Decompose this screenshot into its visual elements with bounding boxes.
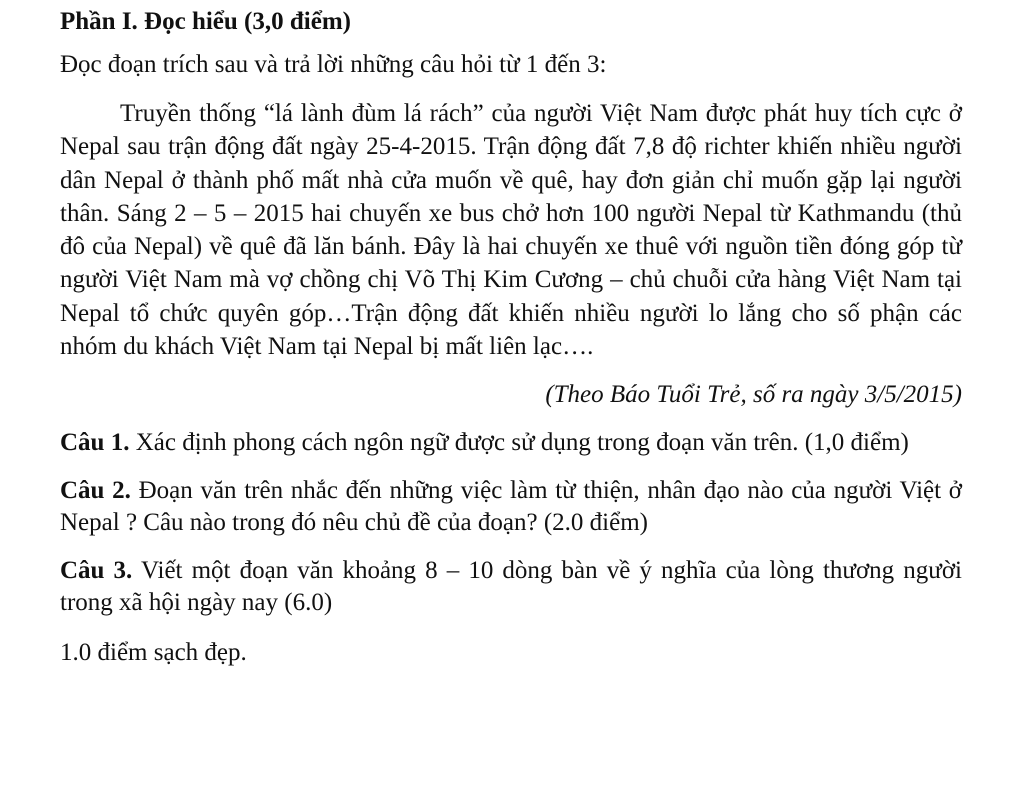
question-2-label: Câu 2. (60, 477, 131, 505)
passage-text: Truyền thống “lá lành đùm lá rách” của người Việt Nam được phát huy tích cực ở Nepal sau trận động đất ngày 25-4-2015. Trận động đất 7,8 độ richter khiến nhiều người dân Nepal ở thành phố mất nhà cửa muốn về quê, hay đơn giản chỉ muốn gặp lại người thân. Sáng 2 – 5 – 2015 hai chuyến xe bus chở hơn 100 người Nepal từ Kathmandu (thủ đô của Nepal) về quê đã lăn bánh. Đây là hai chuyến xe thuê với nguồn tiền đóng góp từ người Việt Nam mà vợ chồng chị Võ Thị Kim Cương – chủ chuỗi cửa hàng Việt Nam tại Nepal tổ chức quyên góp…Trận động đất khiến nhiều người lo lắng cho số phận các nhóm du khách Việt Nam tại Nepal bị mất liên lạc…. (60, 100, 962, 361)
passage-source: (Theo Báo Tuổi Trẻ, số ra ngày 3/5/2015) (545, 381, 962, 409)
question-2 (60, 475, 962, 539)
section-heading: Phần I. Đọc hiểu (3,0 điểm) (60, 8, 351, 35)
footer-note: 1.0 điểm sạch đẹp. (60, 639, 247, 667)
question-1-text: Xác định phong cách ngôn ngữ được sử dụng trong đoạn văn trên. (1,0 điểm) (129, 429, 909, 457)
question-2-text: Đoạn văn trên nhắc đến những việc làm từ thiện, nhân đạo nào của người Việt ở Nepal ? Câu nào trong đó nêu chủ đề của đoạn? (2.0 điểm) (60, 477, 962, 537)
reading-instruction: Đọc đoạn trích sau và trả lời những câu hỏi từ 1 đến 3: (60, 51, 607, 78)
question-3-text: Viết một đoạn văn khoảng 8 – 10 dòng bàn về ý nghĩa của lòng thương người trong xã hội ngày nay (6.0) (60, 557, 962, 617)
question-1 (60, 427, 962, 459)
question-1-label: Câu 1. (60, 429, 130, 457)
document-page (60, 0, 962, 669)
question-3 (60, 555, 962, 619)
question-3-label: Câu 3. (60, 557, 133, 585)
